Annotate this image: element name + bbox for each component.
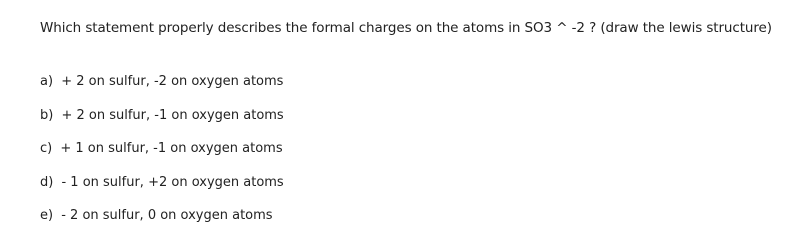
option-text: + 2 on sulfur, -2 on oxygen atoms bbox=[61, 74, 284, 89]
option-letter: e) bbox=[40, 208, 54, 223]
option-letter: a) bbox=[40, 74, 54, 89]
option-c[interactable] bbox=[40, 140, 284, 158]
option-text: + 1 on sulfur, -1 on oxygen atoms bbox=[60, 141, 283, 156]
option-text: - 1 on sulfur, +2 on oxygen atoms bbox=[61, 174, 284, 190]
option-letter: d) bbox=[40, 174, 54, 190]
option-e[interactable] bbox=[40, 207, 284, 225]
answer-options-list bbox=[40, 73, 284, 241]
option-letter: b) bbox=[40, 107, 54, 123]
option-text: + 2 on sulfur, -1 on oxygen atoms bbox=[61, 107, 284, 123]
option-d[interactable] bbox=[40, 174, 284, 192]
option-letter: c) bbox=[40, 141, 53, 156]
option-a[interactable] bbox=[40, 73, 284, 91]
option-text: - 2 on sulfur, 0 on oxygen atoms bbox=[61, 208, 273, 223]
option-b[interactable] bbox=[40, 107, 284, 125]
question-text: Which statement properly describes the formal charges on the atoms in SO3 ^ -2 ? (draw the lewis structure) bbox=[40, 20, 772, 36]
